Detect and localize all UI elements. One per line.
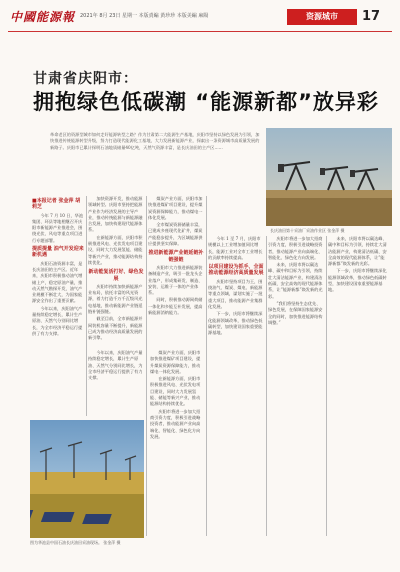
subheading: 提质提量 油气开发迎来新机遇 — [32, 246, 84, 259]
article-column-3 — [148, 196, 204, 346]
paragraph: 煤炭产业方面，庆阳市加快推进煤矿项目建设，提升煤炭资源保障能力，推动煤电一体化发展。 — [148, 196, 203, 220]
article-column-2 — [88, 196, 144, 346]
article-column-8 — [88, 350, 144, 416]
subheading: 以项目建设为抓手、全面推动能源经济高质量发展 — [208, 264, 264, 277]
paragraph: 截至目前，全市新能源并网装机容量不断提升，新能源已成为推动经济高质量发展的新引擎。 — [88, 316, 143, 341]
byline: ■本报记者 张金萍 胡莉芝 — [32, 198, 81, 211]
column-divider — [86, 196, 87, 416]
column-divider — [146, 196, 147, 536]
paragraph: 未来，庆阳市将以碳达峰、碳中和目标为引领，持续壮大清洁能源产业，构建清洁低碳、安全高效的现代能源体系，让“能源新都”焕发新的光彩。 — [268, 262, 323, 299]
page-header — [0, 0, 400, 30]
paragraph: 庆阳市将进一步加大招商引资力度，积极引进战略投资者，推动能源产业向高端化、智能化、绿色化方向发展。 — [150, 408, 201, 439]
headline: 拥抱绿色低碳潮 “能源新都”放异彩 — [33, 90, 379, 114]
paragraph: 庆阳市持续加快新能源产业布局，依托丰富的风光资源，着力打造千万千瓦级风光电基地，推动新能源产业链延链补链强链。 — [88, 283, 143, 315]
subheading: 新动能复活打好、绿色发展 — [88, 269, 144, 282]
article-column-6 — [328, 236, 388, 536]
column-divider — [206, 196, 207, 536]
newspaper-logo: 中國能源報 — [10, 10, 76, 24]
paragraph: 在新能源方面，庆阳市积极推进风电、光伏发电项目建设，同时大力发展氢能、储能等新兴产业，推动能源结构持续优化。 — [88, 234, 143, 265]
article-column-4 — [208, 236, 264, 536]
paragraph: 庆阳市将进一步加大招商引资力度，积极引进战略投资者，推动能源产业向高端化、智能化、绿色化方向发展。 — [268, 236, 323, 260]
paragraph: 今年以来，庆阳油气产量持续稳定增长，累计生产原油、天然气分别同比增长，为全市经济平稳运行提供了有力支撑。 — [88, 350, 143, 381]
paragraph: 全市煤炭资源储量丰富，已建成多座现代化矿井，煤炭产能稳步提升，为区域能源供应提供坚实保障。 — [148, 222, 203, 247]
paragraph: “我们将坚持生态优先、绿色发展，在保障国家能源安全的同时，加快推进能源结构调整。” — [268, 300, 323, 325]
paragraph: 庆阳石油资源丰富，是长庆油田的主产区。近年来，庆阳市积极推动油气增储上产，稳定原油产量，推动天然气勘探开发，油气产业规模不断壮大，为国家能源安全作出了重要贡献。 — [32, 260, 83, 304]
section-badge: 资源城市 — [287, 9, 357, 25]
paragraph: 下一步，庆阳市将继续深化能源领域改革，推动绿色低碳转型，加快建设国家重要能源基地。 — [328, 268, 387, 293]
paragraph: 今年 1 至 7 月，庆阳市规模以上工业增加值同比增长，能源工业对全市工业增长的贡献率持续提高。 — [208, 236, 263, 260]
paragraph: 加快资源开发，推动能源领域转型。庆阳市坚持把能源产业作为经济发展的主导产业，推动传统能源与新能源融合发展，加快构建现代能源体系。 — [88, 196, 143, 233]
article-column-7 — [150, 350, 204, 540]
article-column-1 — [32, 196, 84, 416]
paragraph: 煤炭产业方面，庆阳市加快推进煤矿项目建设，提升煤炭资源保障能力，推动煤电一体化发展。 — [150, 350, 201, 374]
photo2-caption: 图为华池县中国石油长庆油田采油现场。 张金萍 摄 — [30, 540, 121, 545]
photo1-caption: 长庆油田第十采油厂采油作业区 张金萍 摄 — [270, 228, 345, 233]
paragraph: 下一步，庆阳市将继续深化能源领域改革，推动绿色低碳转型，加快建设国家重要能源基地。 — [208, 311, 263, 336]
paragraph: 今年以来，庆阳油气产量持续稳定增长，累计生产原油、天然气分别同比增长，为全市经济平稳运行提供了有力支撑。 — [32, 305, 83, 336]
paragraph: 未来，庆阳市将以碳达峰、碳中和目标为引领，持续壮大清洁能源产业，构建清洁低碳、安全高效的现代能源体系，让“能源新都”焕发新的光彩。 — [328, 236, 387, 267]
solar-field-photo — [30, 420, 144, 538]
paragraph: 在新能源方面，庆阳市积极推进风电、光伏发电项目建设，同时大力发展氢能、储能等新兴产业，推动能源结构持续优化。 — [150, 376, 201, 407]
article-column-5 — [268, 236, 324, 536]
headline-kicker: 甘肃省庆阳市： — [33, 71, 138, 87]
page-number: 17 — [361, 9, 381, 24]
dateline: 2021年 8月 23日 星期一 本版責編 黃珍珍 本版美編 麻陽 — [80, 13, 209, 19]
oilfield-photo — [266, 128, 392, 226]
paragraph: 庆阳市坚持项目为王，围绕油气、煤炭、煤电、新能源等重点领域，谋划实施了一批重大项目，推动能源产业集群化发展。 — [208, 278, 263, 309]
paragraph: 庆阳市大力推进新能源装备制造产业，吸引一批龙头企业落户，形成集研发、制造、安装、运维于一体的产业体系。 — [148, 264, 203, 296]
column-divider — [326, 236, 327, 536]
column-divider — [266, 236, 267, 536]
paragraph: 同时，积极推动源网荷储一体化和多能互补发展，提高新能源消纳能力。 — [148, 297, 203, 316]
subheading: 推进新能源产业链延链补链强链 — [148, 250, 204, 263]
paragraph: 今年 7 月 10 日，华池集团、环县等地相继召开庆阳市新能源产业推进会，围绕光伏、风电等重点项目进行专题部署。 — [32, 212, 84, 243]
header-rule — [8, 31, 392, 32]
article-intro: 革命老区的资源型城市如何走好能源转型之路？作为甘肃第二大能源生产基地，庆阳市坚持以绿色发展为引领，加快推进传统能源转型升级，努力打造现代能源化工基地，大力发展新能源产业，探索出一条资源城市高质量发展的新路子。庆阳市已累计探明石油地质储量40亿吨，天然气资源丰富，是长庆油田的主产区…… — [50, 132, 260, 150]
